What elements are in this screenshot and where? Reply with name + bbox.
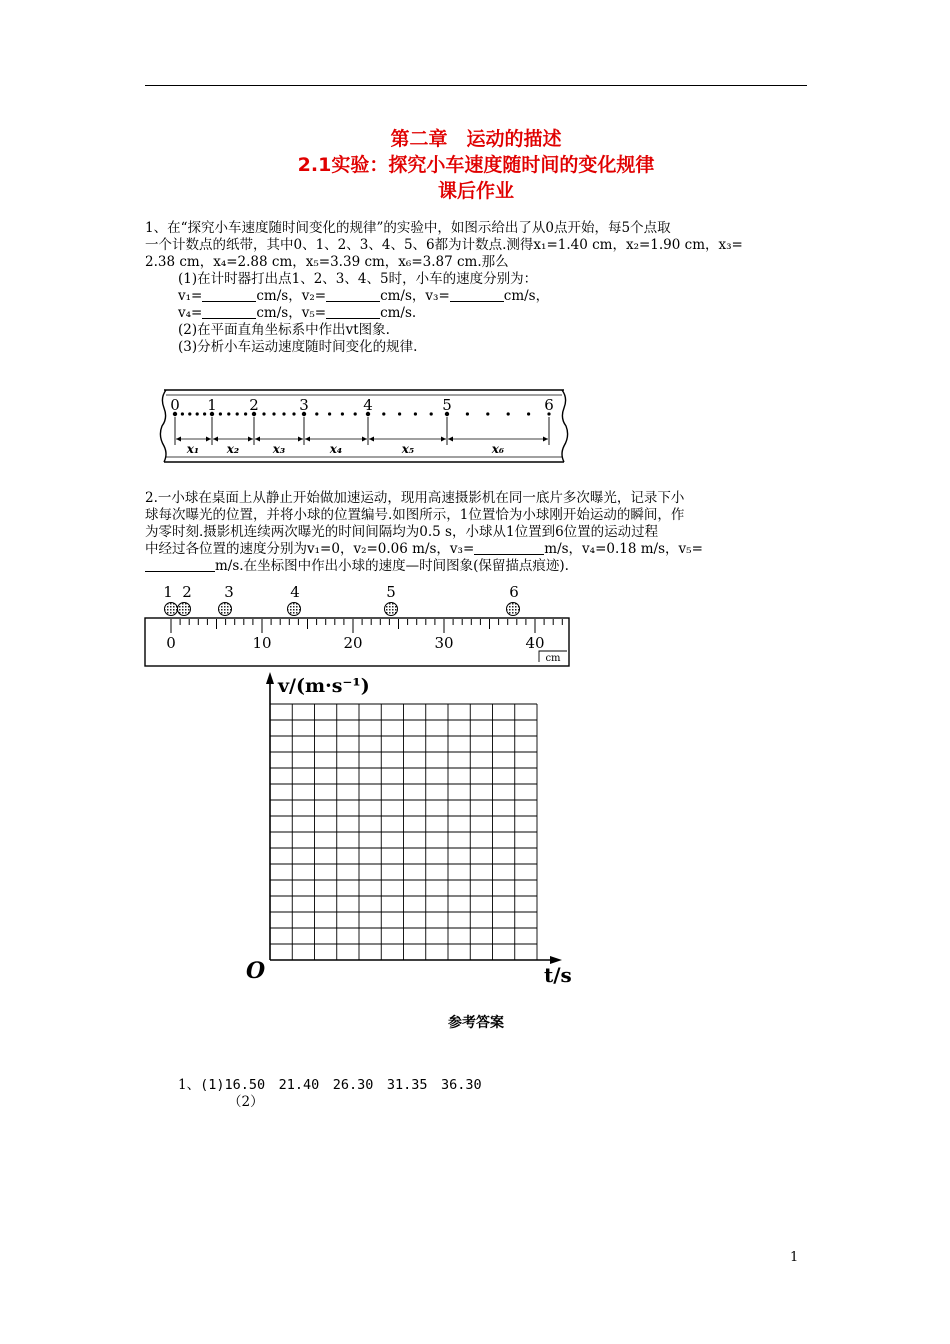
chapter-title: 第二章 运动的描述 [390,128,562,150]
tape-dot [354,412,357,415]
q2-line5: m/s.在坐标图中作出小球的速度—时间图象(保留描点痕迹). [145,558,569,575]
ball-label-5: 5 [386,583,396,601]
tape-marks [175,417,549,445]
tape-dot [507,412,510,415]
answer-1-2: （2） [228,1094,264,1110]
q1-line3: 2.38 cm，x₄=2.88 cm，x₅=3.39 cm，x₆=3.87 cm.那么 [145,254,509,270]
q2-v3-blank[interactable] [474,542,544,555]
tape-dot [282,412,285,415]
q2-v5-blank[interactable] [145,559,215,572]
tape-arrowhead [255,437,260,442]
tape-dot [328,412,331,415]
v5-label: v₅= [301,305,327,321]
tape-arrowhead [248,437,253,442]
tape-segment-x4: x₄ [329,442,343,456]
ball [385,603,398,616]
tape-dot [219,412,222,415]
tape-arrowhead [543,437,548,442]
origin-label: O [246,958,266,984]
y-axis-label: v/(m·s⁻¹) [278,675,370,697]
ball [219,603,232,616]
v3-label: v₃= [425,288,450,304]
paper-tape-figure [158,388,570,464]
q1-sub3: (3)分析小车运动速度随时间变化的规律. [178,339,418,355]
tape-label-2: 2 [249,396,259,414]
tape-dot [341,412,344,415]
grid [270,704,537,960]
ball [288,603,301,616]
tape-segment-x5: x₅ [401,442,415,456]
v3-blank[interactable] [450,289,504,302]
tape-arrowhead [369,437,374,442]
tape-dot [466,412,469,415]
x-axis-label: t/s [544,963,572,987]
v2-blank[interactable] [326,289,380,302]
tape-dots [173,412,551,416]
q1-line2: 一个计数点的纸带，其中0、1、2、3、4、5、6都为计数点.测得x₁=1.40 cm，x₂=1.90 cm，x₃= [145,237,743,253]
v4-label: v₄= [178,305,203,321]
tape-segment-x1: x₁ [186,442,200,456]
ruler-tick-40: 40 [525,634,545,652]
tape-dot [244,412,247,415]
ball-label-6: 6 [509,583,519,601]
tape-dot [196,412,199,415]
q1-velocity-row1: v₁= cm/s，v₂= cm/s，v₃= cm/s， [178,288,550,304]
tape-label-6: 6 [544,396,554,414]
header-rule [145,85,807,86]
ball [507,603,520,616]
v1-unit: cm/s [256,288,289,304]
tape-segment-x2: x₂ [226,442,240,456]
tape-dot [188,412,191,415]
tape-label-1: 1 [207,396,217,414]
tape-dot [382,412,385,415]
tape-arrowhead [305,437,310,442]
tape-dot [203,412,206,415]
tape-dot [486,412,489,415]
q1-sub2: (2)在平面直角坐标系中作出vt图象. [178,322,390,338]
tape-arrowhead [362,437,367,442]
v5-unit: cm/s [380,305,412,321]
tape-label-4: 4 [363,396,373,414]
tape-label-5: 5 [442,396,452,414]
v4-unit: cm/s [256,305,289,321]
v4-blank[interactable] [202,306,256,319]
tape-dot [292,412,295,415]
tape-segment-x6: x₆ [491,442,505,456]
ball [178,603,191,616]
ruler-ticks [171,619,562,633]
q2-line3: 为零时刻.摄影机连续两次曝光的时间间隔均为0.5 s，小球从1位置到6位置的运动过程 [145,524,659,540]
tape-arrowhead [298,437,303,442]
tape-dot [398,412,401,415]
tape-dot [262,412,265,415]
ruler-tick-0: 0 [166,634,176,652]
q2-line2: 球每次曝光的位置，并将小球的位置编号.如图所示，1位置恰为小球刚开始运动的瞬间，作 [145,507,685,523]
homework-title: 课后作业 [437,180,514,202]
ruler-unit: cm [545,653,561,664]
tape-arrowhead [441,437,446,442]
v2-label: v₂= [301,288,327,304]
tape-dot [414,412,417,415]
q2-line4: 中经过各位置的速度分别为v₁=0，v₂=0.06 m/s，v₃= m/s，v₄=0.18 m/s，v₅= [145,541,703,557]
v1-label: v₁= [178,288,203,304]
tape-dot [272,412,275,415]
tape-dot [181,412,184,415]
tape-dot [527,412,530,415]
v1-blank[interactable] [202,289,256,302]
ball-label-3: 3 [224,583,234,601]
ruler-tick-20: 20 [343,634,363,652]
answer-title: 参考答案 [448,1015,504,1031]
v2-unit: cm/s [380,288,412,304]
ball-label-2: 2 [182,583,192,601]
answer-1: 1、(1)16.50 21.40 26.30 31.35 36.30 [178,1077,482,1093]
tape-arrowhead [206,437,211,442]
ruler-tick-30: 30 [434,634,454,652]
q1-velocity-row2: v₄= cm/s，v₅= cm/s. [178,305,417,321]
v5-blank[interactable] [326,306,380,319]
ball-label-1: 1 [163,583,173,601]
ruler-tick-10: 10 [252,634,272,652]
ruler-figure [143,582,573,668]
tape-arrowhead [176,437,181,442]
ball [165,603,178,616]
lesson-title: 2.1实验：探究小车速度随时间的变化规律 [297,154,655,176]
v3-unit: cm/s [503,288,536,304]
tape-dot [430,412,433,415]
q2-line1: 2.一小球在桌面上从静止开始做加速运动，现用高速摄影机在同一底片多次曝光，记录下小 [145,490,685,506]
tape-arrowhead [213,437,218,442]
tape-label-0: 0 [170,396,180,414]
page-number: 1 [790,1250,799,1265]
tape-label-3: 3 [299,396,309,414]
tape-dot [236,412,239,415]
q1-line1: 1、在“探究小车速度随时间变化的规律”的实验中，如图示给出了从0点开始，每5个点取 [145,220,671,236]
vt-graph [240,670,580,990]
q1-sub1: (1)在计时器打出点1、2、3、4、5时，小车的速度分别为： [178,271,538,287]
balls [165,603,520,616]
tape-arrowhead [448,437,453,442]
tape-segment-x3: x₃ [272,442,286,456]
tape-dot [227,412,230,415]
tape-dot [315,412,318,415]
ball-label-4: 4 [290,583,300,601]
